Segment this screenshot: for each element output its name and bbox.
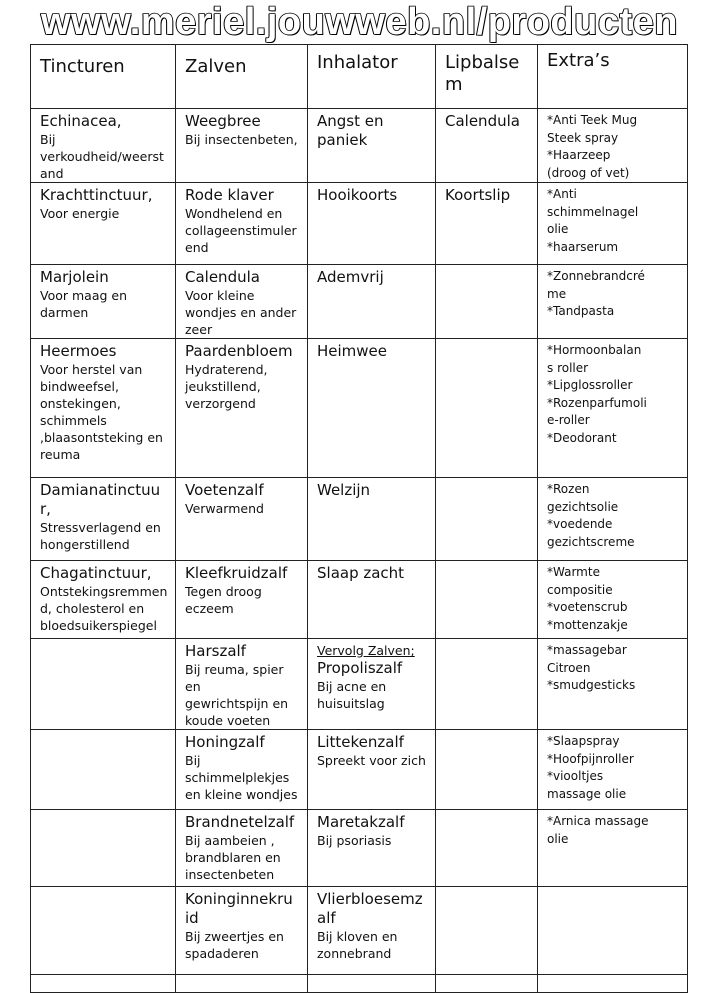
tincturen-cell — [31, 887, 176, 975]
salve-name: Kleefkruidzalf — [185, 564, 288, 582]
inhaler-description: Bij psoriasis — [317, 833, 392, 848]
zalven-cell — [176, 478, 308, 561]
empty-cell — [308, 975, 436, 993]
extras-list: *Zonnebrandcré me *Tandpasta — [547, 269, 645, 318]
extras-cell — [538, 561, 688, 639]
inhalator-cell — [308, 810, 436, 887]
tincturen-cell — [31, 265, 176, 339]
website-url-text: www.meriel.jouwweb.nl/producten — [41, 1, 678, 43]
lipbalsem-cell — [436, 265, 538, 339]
table-row — [31, 887, 688, 975]
salve-description: Bij schimmelplekjes en kleine wondjes — [185, 753, 298, 802]
tincture-name: Heermoes — [40, 342, 117, 360]
header-inhalator: Inhalator — [317, 52, 398, 73]
inhalator-cell — [308, 639, 436, 730]
zalven-cell — [176, 109, 308, 183]
website-banner — [0, 0, 719, 44]
extras-list: *Anti schimmelnagel olie *haarserum — [547, 187, 639, 254]
inhaler-name: Hooikoorts — [317, 186, 398, 204]
tincture-name: Krachttinctuur, — [40, 186, 153, 204]
tincture-description: Voor energie — [40, 206, 120, 221]
extras-list: *Arnica massage olie — [547, 814, 649, 846]
extras-list: *massagebar Citroen *smudgesticks — [547, 643, 636, 692]
table-row — [31, 478, 688, 561]
salve-description: Tegen droog eczeem — [185, 584, 262, 616]
salve-description: Voor kleine wondjes en ander zeer — [185, 288, 297, 337]
extras-list: *Warmte compositie *voetenscrub *mottenzakje — [547, 565, 628, 632]
table-row — [31, 109, 688, 183]
lipbalsem-cell — [436, 730, 538, 810]
inhaler-name: Ademvrij — [317, 268, 384, 286]
header-tincturen: Tincturen — [40, 56, 125, 77]
lipbalsem-cell — [436, 109, 538, 183]
salve-description: Bij insectenbeten, — [185, 132, 298, 147]
salve-name: Voetenzalf — [185, 481, 264, 499]
inhalator-cell — [308, 109, 436, 183]
lipbalsem-cell — [436, 639, 538, 730]
inhaler-name: Welzijn — [317, 481, 371, 499]
salve-name: Koninginnekru id — [185, 890, 293, 927]
lipbalsem-cell — [436, 478, 538, 561]
table-row — [31, 339, 688, 478]
lipbalsem-cell — [436, 810, 538, 887]
empty-cell — [538, 975, 688, 993]
lipbalsem-cell — [436, 887, 538, 975]
salve-description: Verwarmend — [185, 501, 264, 516]
salve-name: Paardenbloem — [185, 342, 293, 360]
zalven-cell — [176, 639, 308, 730]
header-zalven: Zalven — [185, 56, 247, 77]
tincture-name: Echinacea, — [40, 112, 122, 130]
continued-note: Vervolg Zalven; — [317, 643, 415, 658]
zalven-cell — [176, 561, 308, 639]
extras-cell — [538, 265, 688, 339]
extras-cell — [538, 339, 688, 478]
inhaler-name: Slaap zacht — [317, 564, 405, 582]
header-extras: Extra’s — [547, 50, 610, 71]
table-row — [31, 183, 688, 265]
tincturen-cell — [31, 183, 176, 265]
tincture-description: Bij verkoudheid/weerst and — [40, 132, 164, 181]
header-cell — [308, 45, 436, 109]
table-row-empty — [31, 975, 688, 993]
inhaler-description: Spreekt voor zich — [317, 753, 426, 768]
inhaler-name: Angst en paniek — [317, 112, 384, 149]
extras-cell — [538, 887, 688, 975]
tincture-name: Chagatinctuur, — [40, 564, 152, 582]
tincture-name: Marjolein — [40, 268, 109, 286]
salve-description: Bij aambeien , brandblaren en insectenbeten — [185, 833, 281, 882]
header-cell — [436, 45, 538, 109]
product-table — [30, 44, 688, 993]
tincturen-cell — [31, 639, 176, 730]
inhalator-cell — [308, 887, 436, 975]
salve-description: Bij zweertjes en spadaderen — [185, 929, 284, 961]
salve-name: Brandnetelzalf — [185, 813, 295, 831]
inhaler-description: Bij kloven en zonnebrand — [317, 929, 398, 961]
zalven-cell — [176, 730, 308, 810]
header-cell — [176, 45, 308, 109]
table-row — [31, 730, 688, 810]
extras-list: *Anti Teek Mug Steek spray *Haarzeep (droog of vet) — [547, 113, 638, 180]
inhaler-description: Bij acne en huisuitslag — [317, 679, 387, 711]
inhalator-cell — [308, 478, 436, 561]
tincturen-cell — [31, 561, 176, 639]
salve-description: Hydraterend, jeukstillend, verzorgend — [185, 362, 268, 411]
header-cell — [31, 45, 176, 109]
inhaler-name: Littekenzalf — [317, 733, 404, 751]
lipbalsem-cell — [436, 339, 538, 478]
table-row — [31, 810, 688, 887]
zalven-cell — [176, 183, 308, 265]
inhaler-name: Heimwee — [317, 342, 388, 360]
zalven-cell — [176, 887, 308, 975]
inhalator-cell — [308, 339, 436, 478]
inhalator-cell — [308, 265, 436, 339]
header-cell — [538, 45, 688, 109]
salve-name: Weegbree — [185, 112, 261, 130]
table-row — [31, 639, 688, 730]
inhaler-name: Propoliszalf — [317, 659, 403, 677]
empty-cell — [176, 975, 308, 993]
tincturen-cell — [31, 109, 176, 183]
tincture-name: Damianatinctuu r, — [40, 481, 161, 518]
extras-cell — [538, 639, 688, 730]
lipbalsem-cell — [436, 561, 538, 639]
tincture-description: Voor herstel van bindweefsel, onstekingen, schimmels ,blaasontsteking en reuma — [40, 362, 163, 462]
zalven-cell — [176, 265, 308, 339]
header-row — [31, 45, 688, 109]
header-lipbalsem: Lipbalse m — [445, 52, 520, 95]
inhaler-name: Vlierbloesemz alf — [317, 890, 423, 927]
empty-cell — [31, 975, 176, 993]
extras-list: *Slaapspray *Hoofpijnroller *viooltjes massage olie — [547, 734, 634, 801]
extras-cell — [538, 183, 688, 265]
empty-cell — [436, 975, 538, 993]
table-row — [31, 561, 688, 639]
tincturen-cell — [31, 730, 176, 810]
extras-cell — [538, 810, 688, 887]
extras-list: *Hormoonbalan s roller *Lipglossroller *Rozenparfumoli e-roller *Deodorant — [547, 343, 647, 445]
inhalator-cell — [308, 183, 436, 265]
tincturen-cell — [31, 339, 176, 478]
tincturen-cell — [31, 810, 176, 887]
table-row — [31, 265, 688, 339]
zalven-cell — [176, 339, 308, 478]
tincture-description: Ontstekingsremmen d, cholesterol en bloedsuikerspiegel — [40, 584, 168, 633]
tincture-description: Voor maag en darmen — [40, 288, 128, 320]
lipbalsem-cell — [436, 183, 538, 265]
tincturen-cell — [31, 478, 176, 561]
tincture-description: Stressverlagend en hongerstillend — [40, 520, 161, 552]
extras-cell — [538, 478, 688, 561]
salve-name: Rode klaver — [185, 186, 274, 204]
inhalator-cell — [308, 730, 436, 810]
salve-description: Wondhelend en collageenstimuler end — [185, 206, 297, 255]
lipbalm-name: Koortslip — [445, 186, 511, 204]
salve-description: Bij reuma, spier en gewrichtspijn en koude voeten — [185, 662, 289, 728]
extras-cell — [538, 730, 688, 810]
extras-cell — [538, 109, 688, 183]
lipbalm-name: Calendula — [445, 112, 520, 130]
salve-name: Calendula — [185, 268, 260, 286]
zalven-cell — [176, 810, 308, 887]
salve-name: Harszalf — [185, 642, 246, 660]
extras-list: *Rozen gezichtsolie *voedende gezichtscreme — [547, 482, 635, 549]
inhalator-cell — [308, 561, 436, 639]
inhaler-name: Maretakzalf — [317, 813, 405, 831]
salve-name: Honingzalf — [185, 733, 265, 751]
